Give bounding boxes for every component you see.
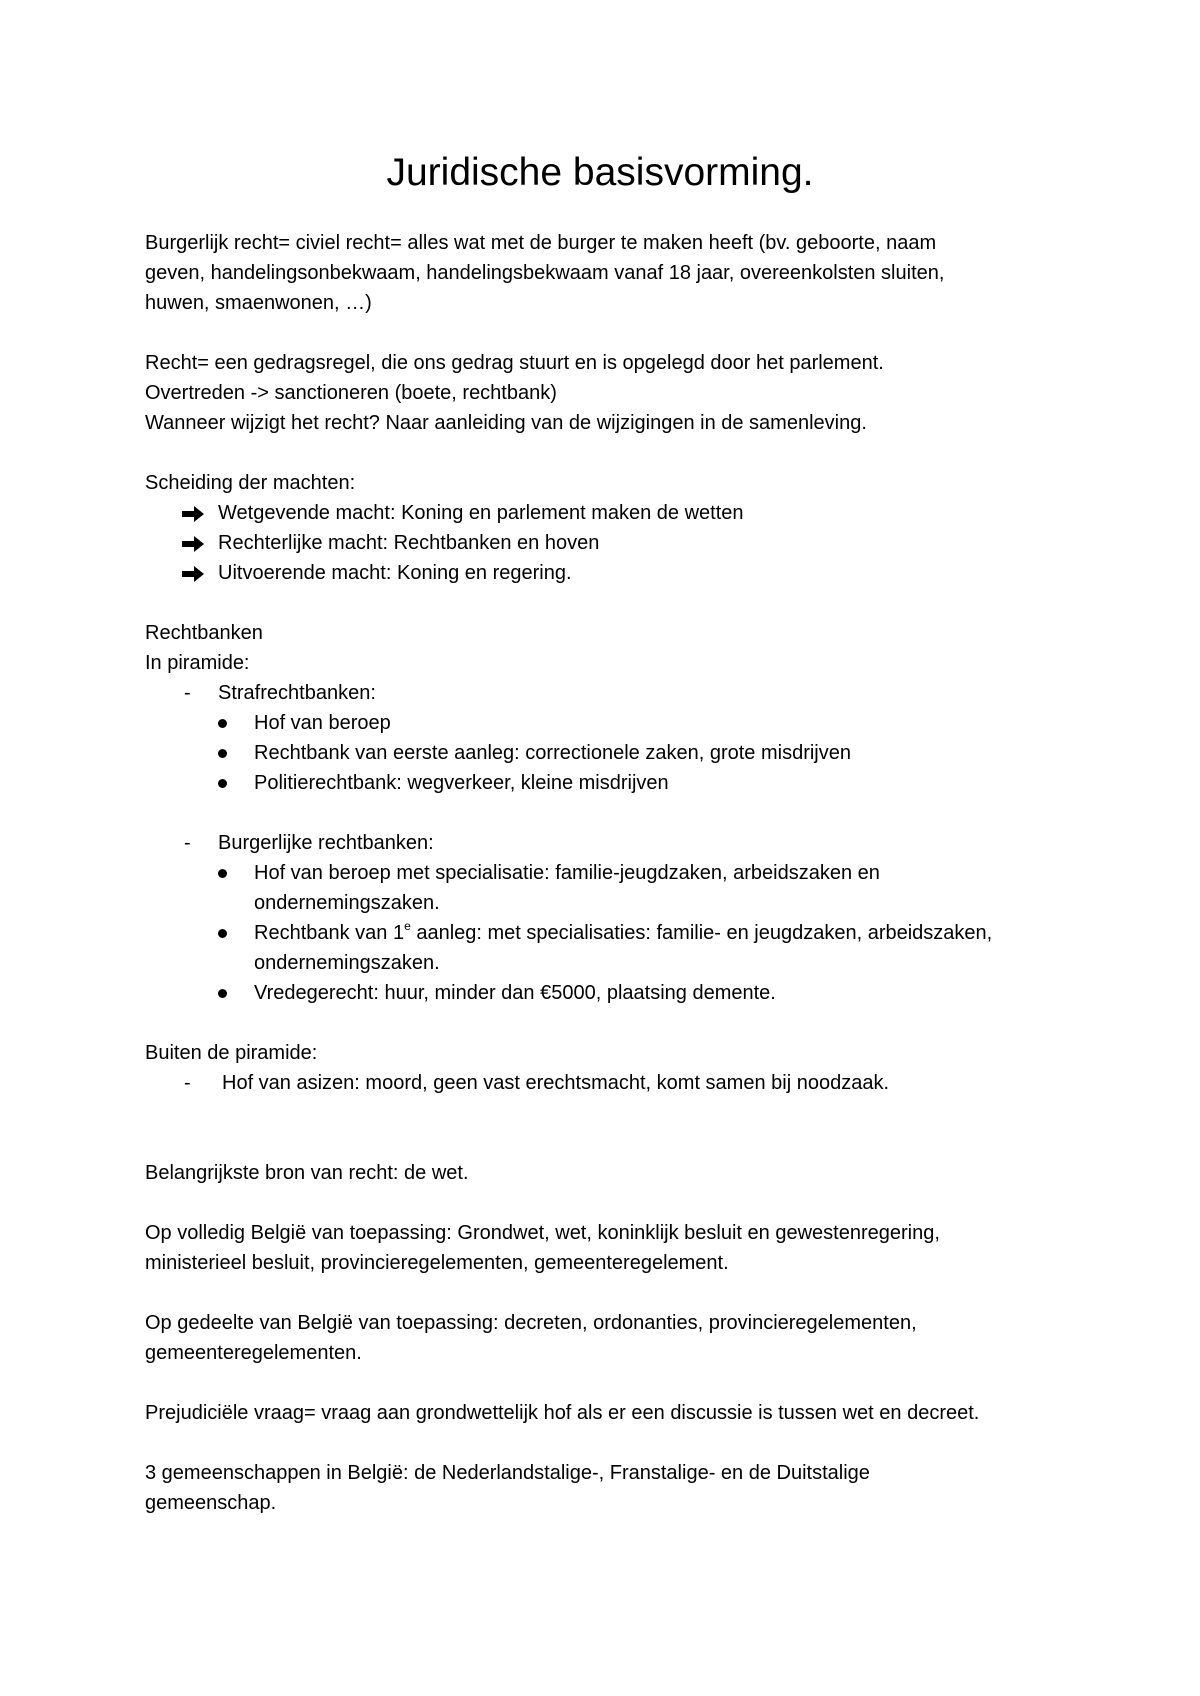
list-item: Wetgevende macht: Koning en parlement maken de wetten [218,502,744,524]
arrow-right-icon [182,530,208,552]
paragraph-line: Burgerlijk recht= civiel recht= alles wat met de burger te maken heeft (bv. geboorte, naam [145,232,937,254]
paragraph-line: 3 gemeenschappen in België: de Nederlandstalige-, Franstalige- en de Duitstalige [145,1462,870,1484]
bullet-icon [218,869,227,878]
list-item: Vredegerecht: huur, minder dan €5000, plaatsing demente. [254,982,776,1004]
section-heading: Buiten de piramide: [145,1042,318,1064]
list-item-continuation: ondernemingszaken. [254,892,440,914]
paragraph-line: ministerieel besluit, provincieregelementen, gemeenteregelement. [145,1252,729,1274]
paragraph-line: Op gedeelte van België van toepassing: decreten, ordonanties, provincieregelementen, [145,1312,917,1334]
paragraph-line: geven, handelingsonbekwaam, handelingsbekwaam vanaf 18 jaar, overeenkolsten sluiten, [145,262,945,284]
arrow-right-icon [182,500,208,522]
paragraph-line: gemeenschap. [145,1492,277,1514]
list-item-continuation: ondernemingszaken. [254,952,440,974]
list-item: Strafrechtbanken: [218,682,376,704]
paragraph-line: gemeenteregelementen. [145,1342,362,1364]
list-item-text: aanleg: met specialisaties: familie- en jeugdzaken, arbeidszaken, [410,922,993,944]
bullet-icon [218,989,227,998]
paragraph-line: Overtreden -> sanctioneren (boete, rechtbank) [145,382,557,404]
bullet-icon [218,929,227,938]
list-item: Rechtbank van eerste aanleg: correctionele zaken, grote misdrijven [254,742,851,764]
section-heading: Scheiding der machten: [145,472,356,494]
dash-bullet: - [184,682,191,704]
section-heading: Rechtbanken [145,622,263,644]
bullet-icon [218,779,227,788]
list-item: Hof van asizen: moord, geen vast erechtsmacht, komt samen bij noodzaak. [222,1072,890,1094]
arrow-right-icon [182,560,208,582]
superscript: e [404,919,411,933]
list-item: Burgerlijke rechtbanken: [218,832,434,854]
page-title: Juridische basisvorming. [386,151,814,194]
paragraph-line: Recht= een gedragsregel, die ons gedrag stuurt en is opgelegd door het parlement. [145,352,884,374]
list-item: Hof van beroep met specialisatie: familie-jeugdzaken, arbeidszaken en [254,862,880,884]
dash-bullet: - [184,1072,191,1094]
paragraph-line: Op volledig België van toepassing: Grondwet, wet, koninklijk besluit en gewestenregering, [145,1222,940,1244]
paragraph-line: Belangrijkste bron van recht: de wet. [145,1162,469,1184]
paragraph-line: Wanneer wijzigt het recht? Naar aanleiding van de wijzigingen in de samenleving. [145,412,867,434]
paragraph-line: huwen, smaenwonen, …) [145,292,372,314]
list-item: Rechterlijke macht: Rechtbanken en hoven [218,532,600,554]
list-item-text: Rechtbank van 1 [254,922,405,944]
section-subheading: In piramide: [145,652,250,674]
bullet-icon [218,719,227,728]
list-item: Politierechtbank: wegverkeer, kleine misdrijven [254,772,669,794]
list-item [254,920,1200,946]
list-item: Hof van beroep [254,712,391,734]
paragraph-line: Prejudiciële vraag= vraag aan grondwettelijk hof als er een discussie is tussen wet en decreet. [145,1402,980,1424]
bullet-icon [218,749,227,758]
dash-bullet: - [184,832,191,854]
list-item: Uitvoerende macht: Koning en regering. [218,562,572,584]
